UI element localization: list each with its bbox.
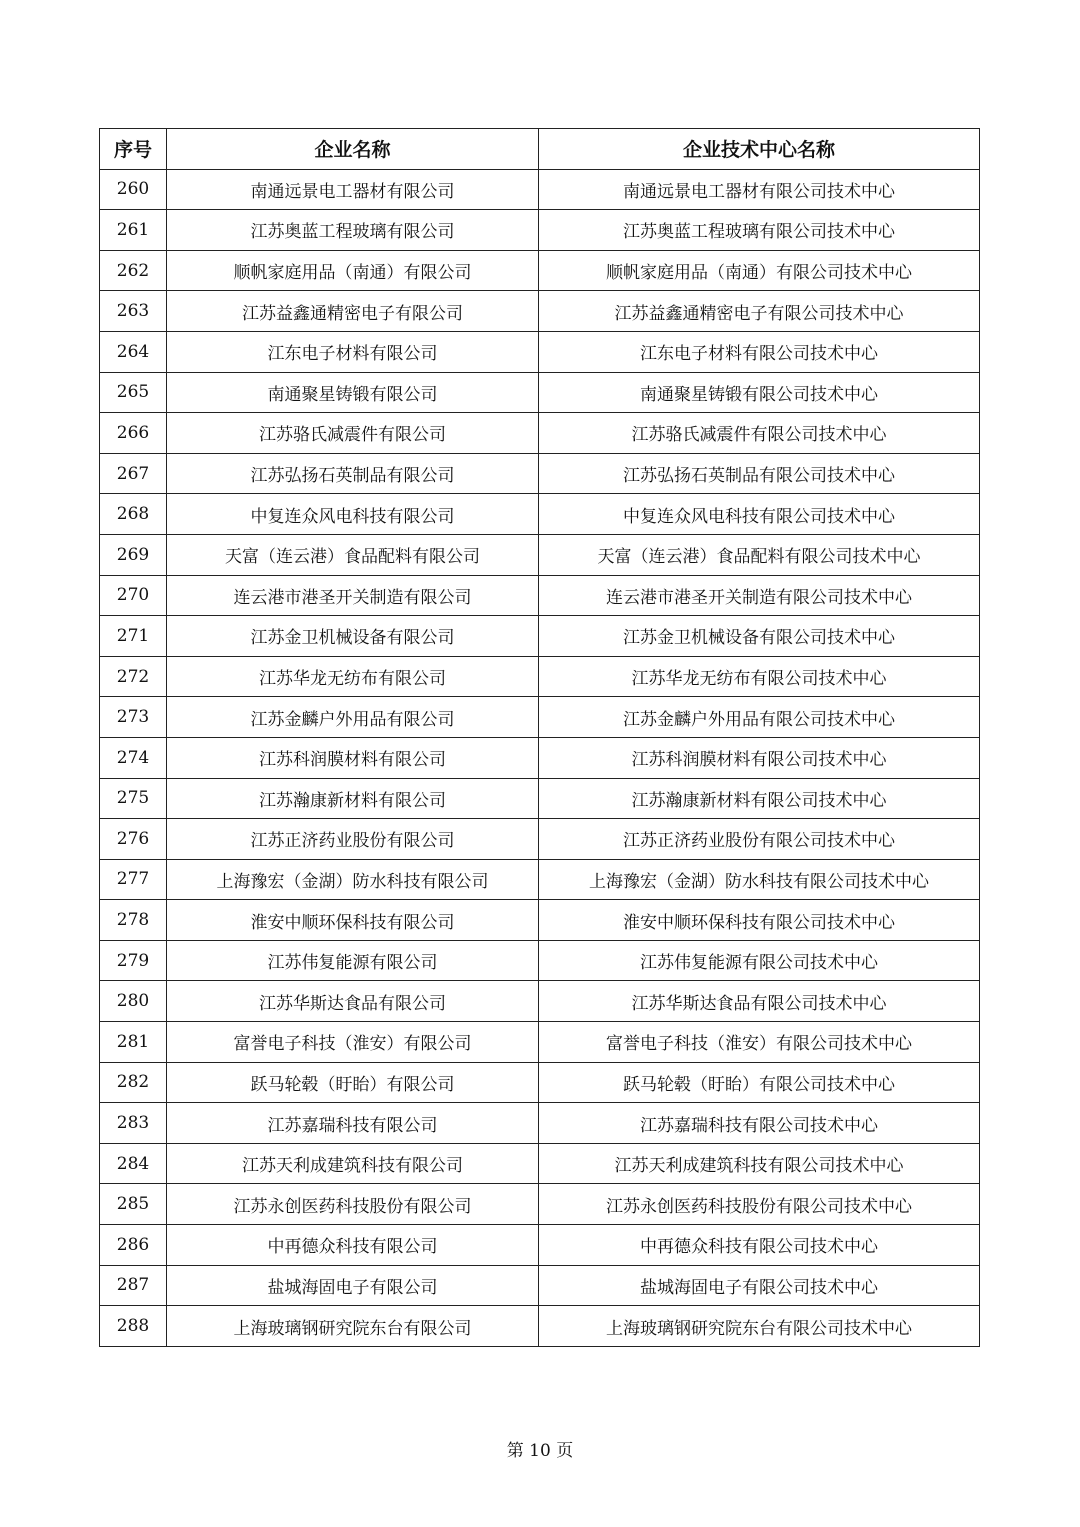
enterprise-name-cell: 连云港市港圣开关制造有限公司 [167, 575, 539, 616]
header-enterprise-name: 企业名称 [167, 129, 539, 170]
serial-number-cell: 287 [100, 1265, 167, 1306]
serial-number-cell: 264 [100, 331, 167, 372]
tech-center-name-cell: 江苏伟复能源有限公司技术中心 [539, 940, 980, 981]
serial-number-cell: 276 [100, 819, 167, 860]
page-number: 第 10 页 [506, 1441, 574, 1461]
table-row [100, 1265, 980, 1306]
tech-center-name-cell: 中再德众科技有限公司技术中心 [539, 1225, 980, 1266]
enterprise-name-cell: 江苏金卫机械设备有限公司 [167, 616, 539, 657]
serial-number-cell: 265 [100, 372, 167, 413]
enterprise-name-cell: 天富（连云港）食品配料有限公司 [167, 534, 539, 575]
table-row [100, 1062, 980, 1103]
table-row [100, 1103, 980, 1144]
enterprise-name-cell: 跃马轮毂（盱眙）有限公司 [167, 1062, 539, 1103]
tech-center-name-cell: 中复连众风电科技有限公司技术中心 [539, 494, 980, 535]
tech-center-name-cell: 江苏嘉瑞科技有限公司技术中心 [539, 1103, 980, 1144]
tech-center-name-cell: 江苏瀚康新材料有限公司技术中心 [539, 778, 980, 819]
tech-center-name-cell: 江苏天利成建筑科技有限公司技术中心 [539, 1143, 980, 1184]
serial-number-cell: 269 [100, 534, 167, 575]
enterprise-name-cell: 南通远景电工器材有限公司 [167, 169, 539, 210]
table-row [100, 1225, 980, 1266]
serial-number-cell: 283 [100, 1103, 167, 1144]
table-row [100, 656, 980, 697]
serial-number-cell: 267 [100, 453, 167, 494]
enterprise-name-cell: 江苏瀚康新材料有限公司 [167, 778, 539, 819]
tech-center-name-cell: 江苏金麟户外用品有限公司技术中心 [539, 697, 980, 738]
tech-center-name-cell: 江苏弘扬石英制品有限公司技术中心 [539, 453, 980, 494]
table-row [100, 778, 980, 819]
serial-number-cell: 279 [100, 940, 167, 981]
table-body [100, 169, 980, 1346]
table-row [100, 859, 980, 900]
table-row [100, 250, 980, 291]
serial-number-cell: 278 [100, 900, 167, 941]
serial-number-cell: 271 [100, 616, 167, 657]
enterprise-name-cell: 江苏华斯达食品有限公司 [167, 981, 539, 1022]
serial-number-cell: 273 [100, 697, 167, 738]
enterprise-name-cell: 江苏骆氏减震件有限公司 [167, 413, 539, 454]
serial-number-cell: 262 [100, 250, 167, 291]
table-row [100, 494, 980, 535]
enterprise-name-cell: 江苏益鑫通精密电子有限公司 [167, 291, 539, 332]
tech-center-name-cell: 顺帆家庭用品（南通）有限公司技术中心 [539, 250, 980, 291]
enterprise-name-cell: 南通聚星铸锻有限公司 [167, 372, 539, 413]
table-row [100, 981, 980, 1022]
tech-center-name-cell: 江东电子材料有限公司技术中心 [539, 331, 980, 372]
table-row [100, 331, 980, 372]
serial-number-cell: 280 [100, 981, 167, 1022]
serial-number-cell: 286 [100, 1225, 167, 1266]
table-row [100, 1022, 980, 1063]
tech-center-name-cell: 淮安中顺环保科技有限公司技术中心 [539, 900, 980, 941]
tech-center-name-cell: 江苏华龙无纺布有限公司技术中心 [539, 656, 980, 697]
enterprise-name-cell: 江苏弘扬石英制品有限公司 [167, 453, 539, 494]
header-row [100, 129, 980, 170]
serial-number-cell: 263 [100, 291, 167, 332]
table-row [100, 900, 980, 941]
tech-center-name-cell: 江苏永创医药科技股份有限公司技术中心 [539, 1184, 980, 1225]
serial-number-cell: 275 [100, 778, 167, 819]
tech-center-name-cell: 天富（连云港）食品配料有限公司技术中心 [539, 534, 980, 575]
tech-center-name-cell: 江苏益鑫通精密电子有限公司技术中心 [539, 291, 980, 332]
table-row [100, 697, 980, 738]
enterprise-name-cell: 上海玻璃钢研究院东台有限公司 [167, 1306, 539, 1347]
enterprise-name-cell: 江苏伟复能源有限公司 [167, 940, 539, 981]
table-row [100, 819, 980, 860]
table-header [100, 129, 980, 170]
table-row [100, 169, 980, 210]
enterprise-name-cell: 中复连众风电科技有限公司 [167, 494, 539, 535]
tech-center-name-cell: 连云港市港圣开关制造有限公司技术中心 [539, 575, 980, 616]
tech-center-name-cell: 盐城海固电子有限公司技术中心 [539, 1265, 980, 1306]
enterprise-name-cell: 盐城海固电子有限公司 [167, 1265, 539, 1306]
enterprise-table [99, 128, 980, 1347]
enterprise-name-cell: 江苏嘉瑞科技有限公司 [167, 1103, 539, 1144]
serial-number-cell: 277 [100, 859, 167, 900]
table-row [100, 372, 980, 413]
header-serial-number: 序号 [100, 129, 167, 170]
table-row [100, 291, 980, 332]
table-row [100, 940, 980, 981]
enterprise-name-cell: 江苏永创医药科技股份有限公司 [167, 1184, 539, 1225]
header-tech-center-name: 企业技术中心名称 [539, 129, 980, 170]
serial-number-cell: 282 [100, 1062, 167, 1103]
enterprise-name-cell: 江东电子材料有限公司 [167, 331, 539, 372]
serial-number-cell: 268 [100, 494, 167, 535]
table-row [100, 534, 980, 575]
enterprise-name-cell: 上海豫宏（金湖）防水科技有限公司 [167, 859, 539, 900]
tech-center-name-cell: 江苏科润膜材料有限公司技术中心 [539, 737, 980, 778]
serial-number-cell: 284 [100, 1143, 167, 1184]
tech-center-name-cell: 富誉电子科技（淮安）有限公司技术中心 [539, 1022, 980, 1063]
serial-number-cell: 285 [100, 1184, 167, 1225]
tech-center-name-cell: 上海玻璃钢研究院东台有限公司技术中心 [539, 1306, 980, 1347]
tech-center-name-cell: 江苏华斯达食品有限公司技术中心 [539, 981, 980, 1022]
enterprise-name-cell: 江苏天利成建筑科技有限公司 [167, 1143, 539, 1184]
enterprise-name-cell: 江苏金麟户外用品有限公司 [167, 697, 539, 738]
table-row [100, 413, 980, 454]
enterprise-name-cell: 富誉电子科技（淮安）有限公司 [167, 1022, 539, 1063]
tech-center-name-cell: 江苏奥蓝工程玻璃有限公司技术中心 [539, 210, 980, 251]
table-row [100, 616, 980, 657]
serial-number-cell: 266 [100, 413, 167, 454]
serial-number-cell: 272 [100, 656, 167, 697]
table-row [100, 453, 980, 494]
table-row [100, 210, 980, 251]
enterprise-name-cell: 江苏奥蓝工程玻璃有限公司 [167, 210, 539, 251]
tech-center-name-cell: 上海豫宏（金湖）防水科技有限公司技术中心 [539, 859, 980, 900]
serial-number-cell: 281 [100, 1022, 167, 1063]
tech-center-name-cell: 南通远景电工器材有限公司技术中心 [539, 169, 980, 210]
tech-center-name-cell: 江苏骆氏减震件有限公司技术中心 [539, 413, 980, 454]
serial-number-cell: 260 [100, 169, 167, 210]
enterprise-name-cell: 中再德众科技有限公司 [167, 1225, 539, 1266]
tech-center-name-cell: 南通聚星铸锻有限公司技术中心 [539, 372, 980, 413]
serial-number-cell: 274 [100, 737, 167, 778]
serial-number-cell: 261 [100, 210, 167, 251]
enterprise-name-cell: 淮安中顺环保科技有限公司 [167, 900, 539, 941]
tech-center-name-cell: 江苏正济药业股份有限公司技术中心 [539, 819, 980, 860]
serial-number-cell: 288 [100, 1306, 167, 1347]
enterprise-name-cell: 顺帆家庭用品（南通）有限公司 [167, 250, 539, 291]
table-row [100, 1184, 980, 1225]
tech-center-name-cell: 江苏金卫机械设备有限公司技术中心 [539, 616, 980, 657]
table-row [100, 1143, 980, 1184]
enterprise-name-cell: 江苏科润膜材料有限公司 [167, 737, 539, 778]
tech-center-name-cell: 跃马轮毂（盱眙）有限公司技术中心 [539, 1062, 980, 1103]
table-row [100, 575, 980, 616]
enterprise-name-cell: 江苏正济药业股份有限公司 [167, 819, 539, 860]
table-row [100, 1306, 980, 1347]
enterprise-name-cell: 江苏华龙无纺布有限公司 [167, 656, 539, 697]
table-row [100, 737, 980, 778]
serial-number-cell: 270 [100, 575, 167, 616]
